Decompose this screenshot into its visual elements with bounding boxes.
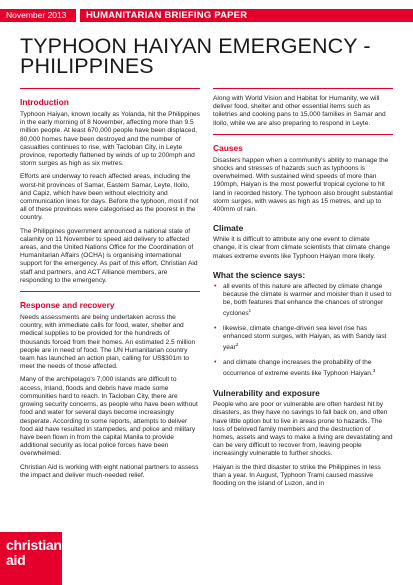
right-column — [213, 88, 393, 493]
vulnerability-heading: Vulnerability and exposure — [213, 388, 320, 399]
science-list — [213, 283, 393, 378]
intro-heading: Introduction — [20, 97, 69, 107]
intro-paragraph-1: Typhoon Haiyan, known locally as Yolanda, hit the Philippines in the early morning of 8 November, affecting more than 9.5 million people. At least 670,000 people have been displaced, 80,000 homes have been destroyed and the number of casualties continues to rise, with Tacloban City, in Leyte province, reportedly flattened by winds of up to 200mph and storm surges as high as six metres. — [20, 111, 200, 168]
page-title: TYPHOON HAIYAN EMERGENCY - PHILIPPINES — [20, 34, 371, 78]
causes-heading: Causes — [213, 142, 243, 153]
list-item: • and climate change increases the probability of the occurrence of extreme events like Typhoon Haiyan.$^3$ — [214, 358, 376, 378]
footnote-ref: 1 — [248, 308, 252, 314]
series-label: HUMANITARIAN BRIEFING PAPER — [80, 9, 413, 22]
bullet-icon: • — [214, 282, 217, 290]
header-bar — [0, 0, 413, 22]
footnote-ref: 3 — [372, 367, 376, 373]
vulnerability-paragraph-2: Haiyan is the third disaster to strike the Philippines in less than a year. In August, Typhoon Trami caused massive flooding on the island of Luzon, and in — [213, 463, 381, 488]
science-heading: What the science says: — [213, 269, 306, 280]
continued-paragraph: Along with World Vision and Habitat for Humanity, we will deliver food, shelter and other essential items such as toiletries and cooking pans to 15,000 families in Samar and Iloilo, while we are also preparing to respond in Leyte. — [213, 95, 386, 127]
logo-text: christian aid — [6, 537, 62, 568]
climate-heading: Climate — [213, 223, 244, 234]
list-item: • likewise, climate change-driven sea level rise has enhanced storm surges, with Haiyan, as with Sandy last year$^2$ — [214, 324, 387, 352]
response-heading: Response and recovery — [20, 300, 115, 311]
climate-paragraph: While it is difficult to attribute any one event to climate change, it is clear from climate scientists that climate change makes extreme events like Typhoon Haiyan more likely. — [213, 236, 391, 260]
footnote-ref: 2 — [235, 342, 239, 348]
bullet-icon: • — [214, 358, 217, 366]
section-divider — [213, 88, 393, 89]
intro-paragraph-3: The Philippines government announced a national state of calamity on 11 November to speed aid delivery to affected areas, and the United Nations Office for the Coordination of Humanitarian Affairs (OCHA) is organising international support for the emergency. As part of this effort, Christian Aid staff and partners, and ACT Alliance members, are responding to the emergency. — [20, 227, 198, 284]
response-paragraph-1: Needs assessments are being undertaken across the country, with immediate calls for food, water, shelter and medical supplies to be provided for the hundreds of thousands forced from their homes. An estimated 2.5 million people are in need of food. The UN Humanitarian country team has launched an action plan, calling for US$301m to meet the needs of those affected. — [20, 314, 196, 371]
date-label: November 2013 — [0, 9, 76, 22]
christian-aid-logo — [0, 532, 62, 585]
left-column — [20, 88, 200, 485]
bullet-icon: • — [214, 324, 217, 332]
response-paragraph-3: Christian Aid is working with eight national partners to assess the impact and deliver much-needed relief. — [20, 463, 199, 479]
intro-paragraph-2: Efforts are underway to reach affected areas, including the worst-hit provinces of Samar, Eastern Samar, Leyte, Iloilo, and Capiz, which have been without electricity and communication lines for days. Before the typhoon, most if not all of these provinces were categorised as the poorest in the country. — [20, 173, 199, 222]
response-paragraph-2: Many of the archipelago's 7,000 islands are difficult to access, Inland, floods and debris have made some communities hard to reach. In Tacloban City, there are growing security concerns, as people who have been without food and water for several days become increasingly desperate. According to some reports, attempts to deliver food aid have resulted in stampedes, and police and military have been flown in from the capital Manila to provide additional security as local police forces have been overwhelmed. — [20, 376, 198, 458]
list-item: • all events of this nature are affected by climate change because the climate is warmer and moister than it used to be, both features that enhance the chances of stronger cyclones$^1$ — [214, 282, 392, 318]
vulnerability-paragraph-1: People who are poor or vulnerable are often hardest hit by disasters, as they have no savings to fall back on, and often have little option but to live in areas prone to hazards. The loss of beloved family members and the destruction of homes, assets and ways to make a living are devastating and can be very difficult to recover from, leaving people increasingly vulnerable to further shocks. — [213, 401, 393, 458]
causes-paragraph: Disasters happen when a community's ability to manage the shocks and stresses of hazards such as typhoons is overwhelmed. With sustained wind speeds of more than 190mph, Haiyan is the most powerful tropical cyclone to hit land in recorded history. The typhoon also brought substantial storm surges, with waves as high as 15 metres, and up to 400mm of rain. — [213, 156, 393, 214]
